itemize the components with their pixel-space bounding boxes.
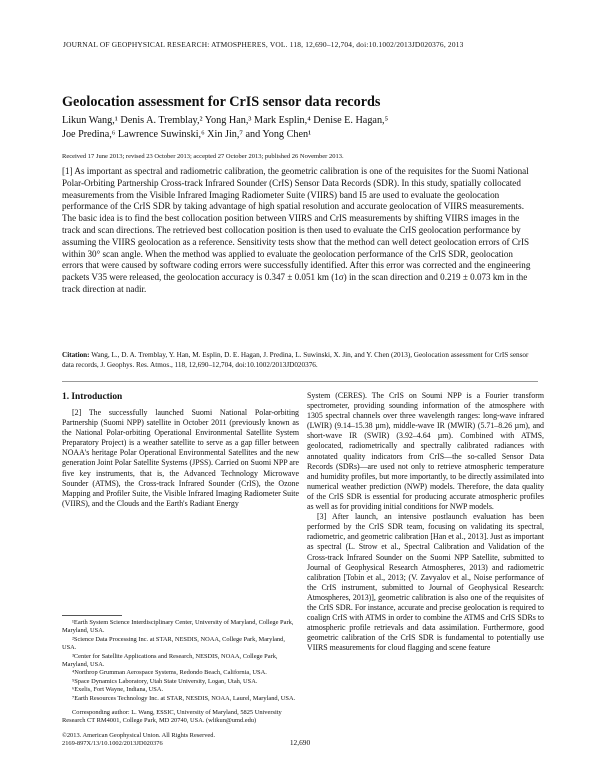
footnote-rule xyxy=(62,615,122,616)
footnote-6: ⁶Exelis, Fort Wayne, Indiana, USA. xyxy=(72,686,164,694)
footnote-5: ⁵Space Dynamics Laboratory, Utah State University, Logan, Utah, USA. xyxy=(72,677,258,685)
author-line-1: Likun Wang,¹ Denis A. Tremblay,² Yong Han,³ Mark Esplin,⁴ Denise E. Hagan,⁵ xyxy=(62,115,389,126)
left-column xyxy=(62,408,299,509)
received-dates: Received 17 June 2013; revised 23 October 2013; accepted 27 October 2013; published 26 November 2013. xyxy=(62,153,344,160)
footnote-2: ²Science Data Processing Inc. at STAR, NESDIS, NOAA, College Park, Maryland, USA. xyxy=(62,635,285,652)
citation-label: Citation: xyxy=(62,351,90,359)
intro-paragraph-3: [3] After launch, an intensive postlaunch evaluation has been performed by the CrIS SDR team, focusing on validating its spectral, radiometric, and geometric calibration [Han et al., 2013]. Just as important as spectral (L. Strow et al., Spectral Calibration and Validation of the Cross-track Infrared Sounder on the Suomi NPP Satellite, submitted to Journal of Geophysical Research Atmospheres, 2013) and radiometric calibration [Tobin et al., 2013; (V. Zavyalov et al., Noise performance of the CrIS instrument, submitted to Journal of Geophysical Research: Atmospheres, 2013)], geometric calibration is also one of the requisites of the CrIS SDR. For instance, accurate and precise geolocation is required to coalign CrIS with ATMS in order to combine the ATMS and CrIS SDRs to atmospheric profile retrievals and data assimilation. Furthermore, good geometric calibration of the CrIS SDR is fundamental to potentially use VIIRS measurements for cloud flagging and scene feature xyxy=(307,512,544,653)
issn-doi-line: 2169-897X/13/10.1002/2013JD020376 xyxy=(62,740,163,748)
right-column xyxy=(307,391,544,653)
author-line-2: Joe Predina,⁶ Lawrence Suwinski,⁶ Xin Jin,⁷ and Yong Chen¹ xyxy=(62,129,312,140)
section-divider xyxy=(62,381,538,382)
citation-text: Wang, L., D. A. Tremblay, Y. Han, M. Esplin, D. E. Hagan, J. Predina, L. Suwinski, X. Jin, and Y. Chen (2013), Geolocation assessment for CrIS sensor data records, J. Geophys. Res. Atmos., 118, 12,690–12,704, doi:10.1002/2013JD020376. xyxy=(62,351,529,369)
footnote-7: ⁷Earth Resources Technology Inc. at STAR, NESDIS, NOAA, Laurel, Maryland, USA. xyxy=(72,694,296,702)
section-heading-introduction: 1. Introduction xyxy=(62,392,123,402)
page-number: 12,690 xyxy=(289,738,311,747)
intro-paragraph-2: [2] The successfully launched Suomi National Polar-orbiting Partnership (Suomi NPP) satellite in October 2011 (previously known as the National Polar-orbiting Operational Environmental Satellite System Preparatory Project) is a weather satellite to serve as a gap filler between NOAA's heritage Polar Operational Environmental Satellites and the new generation Joint Polar Satellite Systems (JPSS). Carried on Suomi NPP are five key instruments, that is, the Advanced Technology Microwave Sounder (ATMS), the Cross-track Infrared Sounder (CrIS), the Ozone Mapping and Profiler Suite, the Visible Infrared Imaging Radiometer Suite (VIIRS), and the Clouds and the Earth's Radiant Energy xyxy=(62,408,299,508)
footnote-1: ¹Earth System Science Interdisciplinary Center, University of Maryland, College Park, Maryland, USA. xyxy=(62,619,294,635)
running-header: JOURNAL OF GEOPHYSICAL RESEARCH: ATMOSPHERES, VOL. 118, 12,690–12,704, doi:10.1002/2013JD020376, 2013 xyxy=(63,40,464,49)
abstract xyxy=(62,166,532,296)
copyright-line: ©2013. American Geophysical Union. All Rights Reserved. xyxy=(62,731,216,739)
corresponding-author: Corresponding author: L. Wang, ESSIC, University of Maryland, 5825 University Research CT RM4001, College Park, MD 20740, USA. (wlikun@umd.edu) xyxy=(62,709,282,725)
intro-paragraph-2-continued: System (CERES). The CrIS on Soumi NPP is a Fourier transform spectrometer, providing sounding information of the atmosphere with 1305 spectral channels over three wavelength ranges: long-wave infrared (LWIR) (9.14–15.38 µm), middle-wave IR (MWIR) (5.71–8.26 µm), and short-wave IR (SWIR) (3.92–4.64 µm). Combined with ATMS, geolocated, radiometrically and spectrally calibrated radiances with annotated quality indicators from CrIS—the so-called Sensor Data Records (SDRs)—are used not only to retrieve atmospheric temperature and humidity profiles, but more importantly, to be directly assimilated into numerical weather prediction (NWP) models. Therefore, the data quality of the CrIS SDR is essential for producing accurate atmospheric profiles as well as for providing initial conditions for NWP models. xyxy=(307,391,544,512)
author-list xyxy=(62,114,532,142)
abstract-text: As important as spectral and radiometric calibration, the geometric calibration is one of the requisites for the Suomi National Polar-Orbiting Partnership Cross-track Infrared Sounder (CrIS) Sensor Data Records (SDR). In this study, spatially collocated measurements from the Visible Infrared Imaging Radiometer Suite (VIIRS) band I5 are used to evaluate the geolocation performance of the CrIS SDR by taking advantage of high spatial resolution and accurate geolocation of VIIRS measurements. The basic idea is to find the best collocation position between VIIRS and CrIS measurements by shifting VIIRS images in the track and scan directions. The retrieved best collocation position is then used to evaluate the CrIS geolocation performance by assuming the VIIRS geolocation as a reference. Sensitivity tests show that the method can well detect geolocation errors of CrIS within 30° scan angle. When the method was applied to evaluate the geolocation performance of the CrIS SDR, geolocation errors that were caused by software coding errors were successfully identified. After this error was corrected and the engineering packets V35 were released, the geolocation accuracy is 0.347 ± 0.051 km (1σ) in the scan direction and 0.219 ± 0.073 km in the track direction at nadir. xyxy=(62,166,531,294)
paper-title: Geolocation assessment for CrIS sensor data records xyxy=(62,94,381,110)
footnotes xyxy=(62,619,299,749)
paragraph-marker: [1] xyxy=(62,166,73,176)
footnote-3: ³Center for Satellite Applications and Research, NESDIS, NOAA, College Park, Maryland, USA. xyxy=(62,652,278,669)
footnote-4: ⁴Northrop Grumman Aerospace Systems, Redondo Beach, California, USA. xyxy=(72,669,267,677)
citation xyxy=(62,350,532,370)
